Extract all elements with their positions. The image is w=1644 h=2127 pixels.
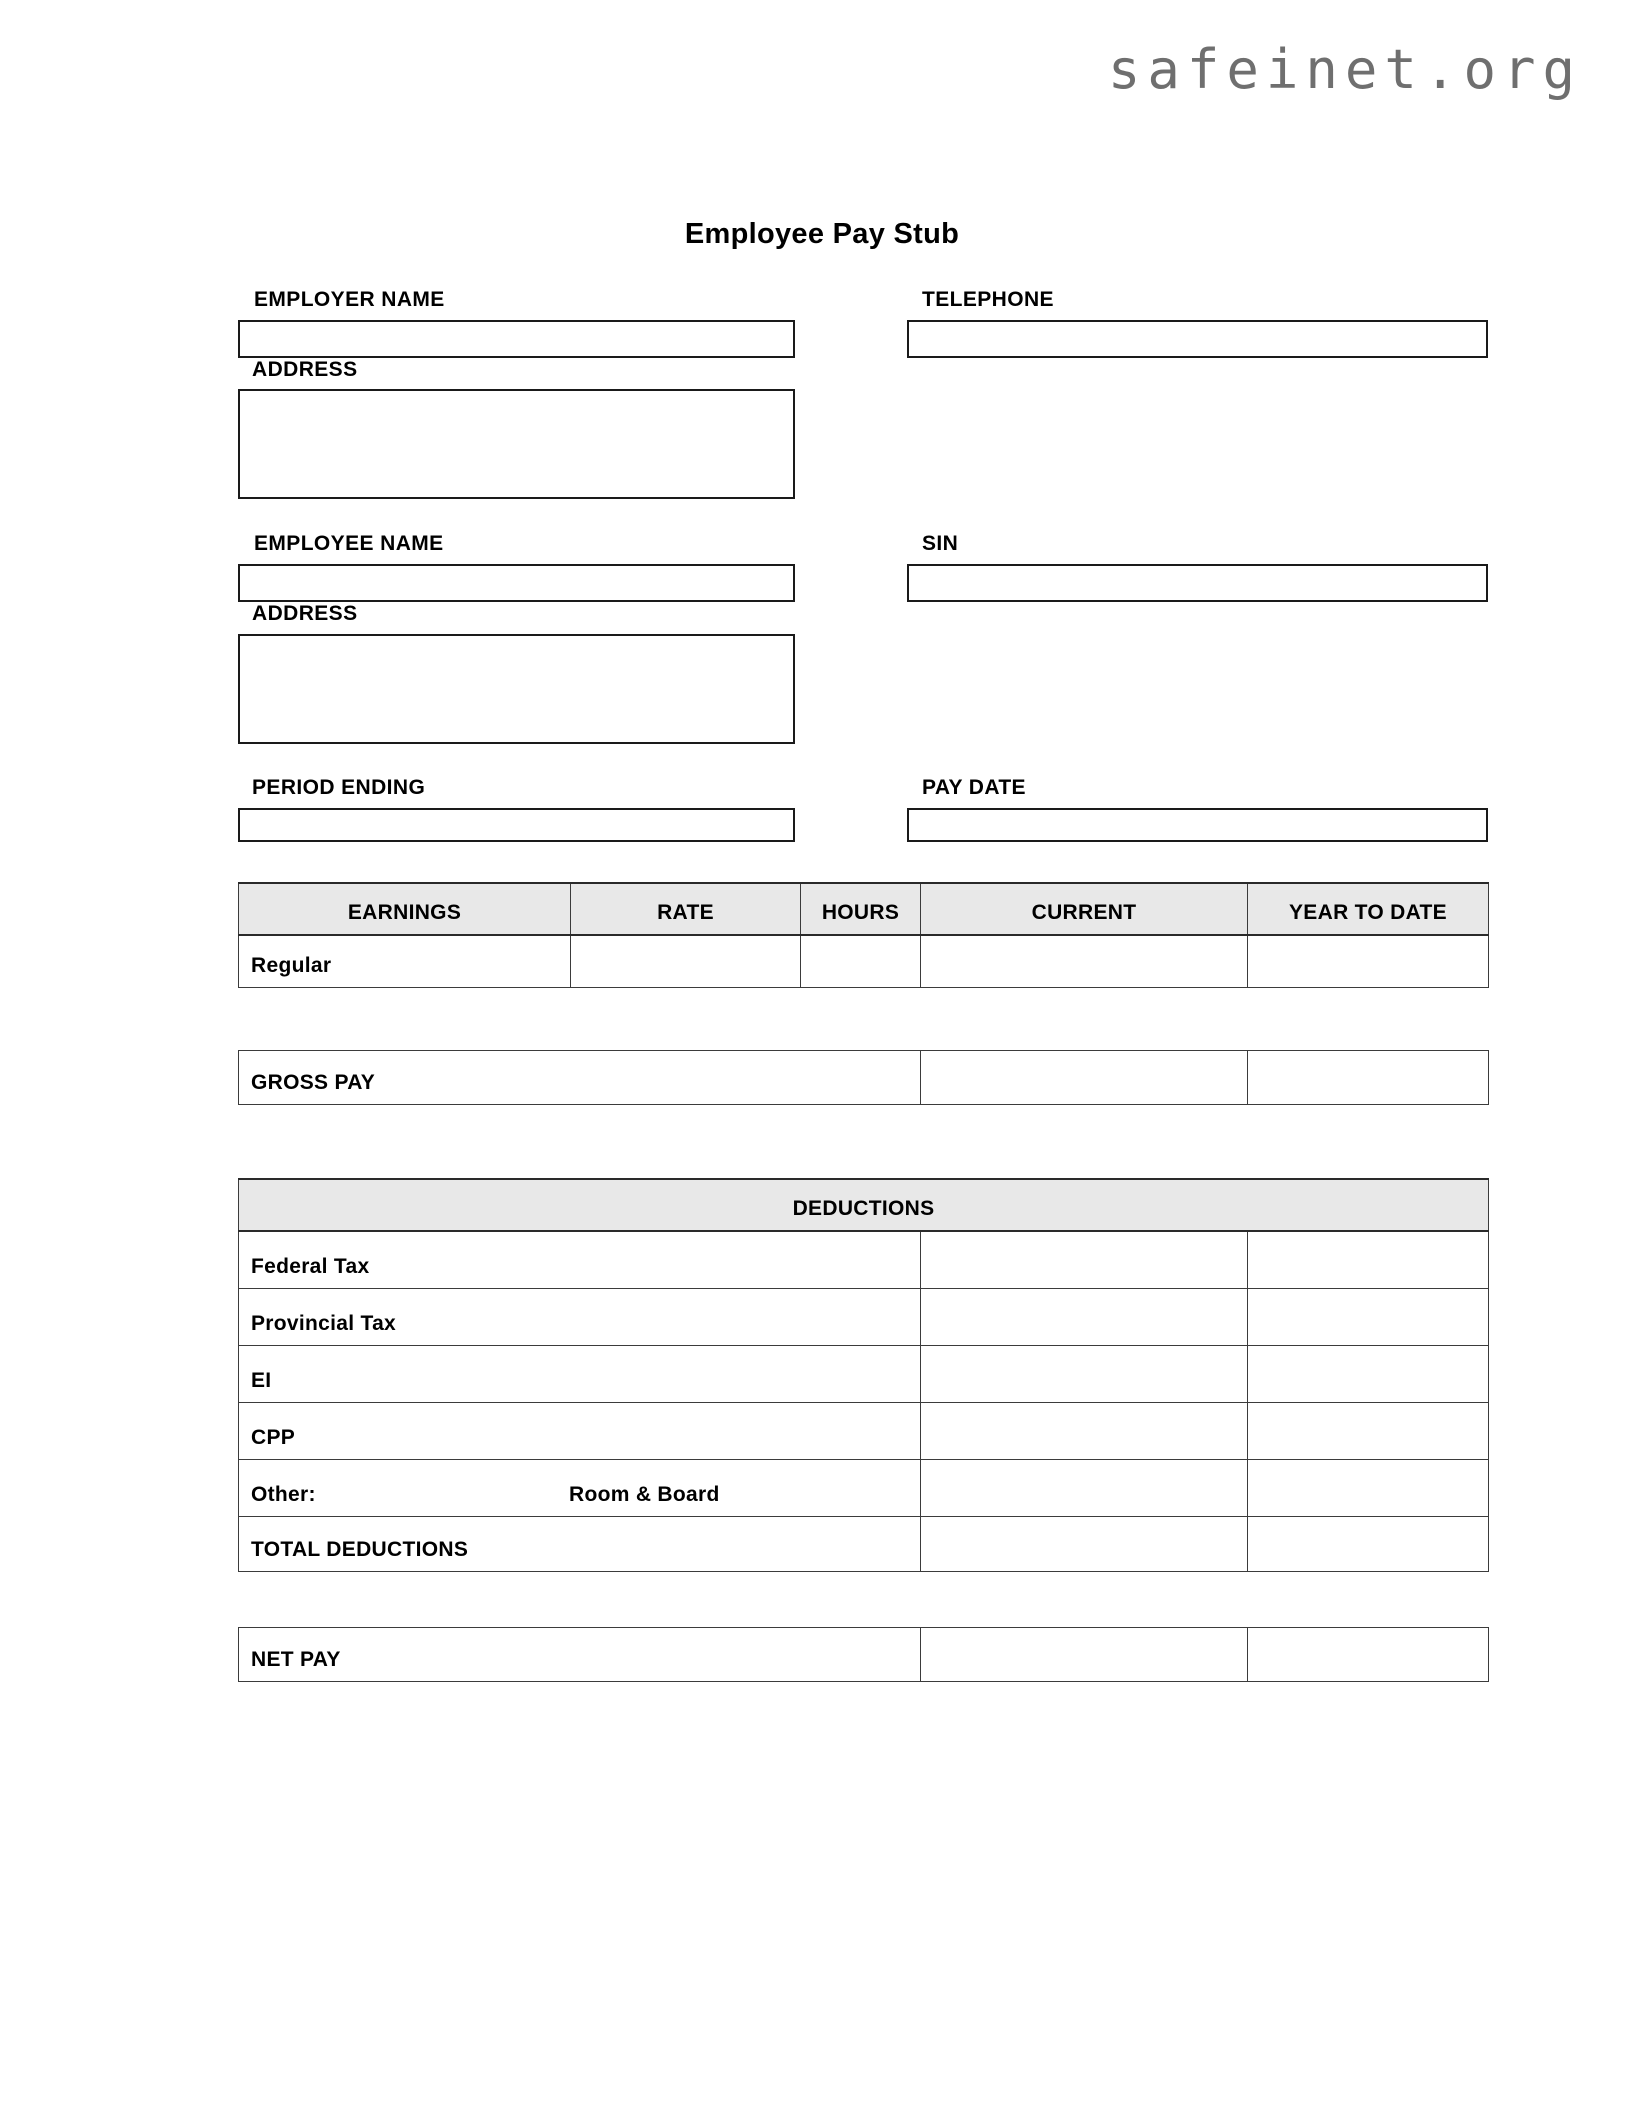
earnings-row-rate-input[interactable] [571, 935, 801, 987]
net-pay-ytd-input[interactable] [1248, 1628, 1489, 1682]
net-pay-current-input[interactable] [921, 1628, 1248, 1682]
pay-date-input[interactable] [907, 808, 1488, 842]
deduction-current-other[interactable] [921, 1459, 1248, 1516]
deduction-current-provincial-tax[interactable] [921, 1288, 1248, 1345]
employee-address-label: ADDRESS [252, 602, 358, 625]
employer-name-label: EMPLOYER NAME [254, 288, 445, 311]
total-deductions-current-input[interactable] [921, 1516, 1248, 1571]
earnings-table [238, 882, 1489, 988]
net-pay-table [238, 1627, 1489, 1682]
deduction-ytd-ei[interactable] [1248, 1345, 1489, 1402]
deduction-ytd-federal-tax[interactable] [1248, 1231, 1489, 1288]
table-row [239, 1516, 1489, 1571]
telephone-input[interactable] [907, 320, 1488, 358]
telephone-label: TELEPHONE [922, 288, 1054, 311]
earnings-header-current: CURRENT [921, 883, 1248, 935]
sin-input[interactable] [907, 564, 1488, 602]
employer-address-input[interactable] [238, 389, 795, 499]
deductions-header: DEDUCTIONS [239, 1179, 1489, 1231]
table-row [239, 1231, 1489, 1288]
earnings-header-hours: HOURS [801, 883, 921, 935]
earnings-row-current-input[interactable] [921, 935, 1248, 987]
deduction-ytd-cpp[interactable] [1248, 1402, 1489, 1459]
gross-pay-table [238, 1050, 1489, 1105]
gross-pay-current-input[interactable] [921, 1051, 1248, 1105]
page-title: Employee Pay Stub [684, 218, 960, 250]
employer-address-label: ADDRESS [252, 358, 358, 381]
deduction-current-ei[interactable] [921, 1345, 1248, 1402]
deduction-other-label: Other: [251, 1482, 316, 1506]
deduction-current-federal-tax[interactable] [921, 1231, 1248, 1288]
earnings-header-ytd: YEAR TO DATE [1248, 883, 1489, 935]
net-pay-label: NET PAY [239, 1628, 921, 1682]
employer-name-input[interactable] [238, 320, 795, 358]
table-row [239, 1459, 1489, 1516]
deduction-label-cpp: CPP [239, 1402, 921, 1459]
deduction-ytd-provincial-tax[interactable] [1248, 1288, 1489, 1345]
table-row [239, 935, 1489, 987]
employee-name-label: EMPLOYEE NAME [254, 532, 444, 555]
employee-name-input[interactable] [238, 564, 795, 602]
gross-pay-label: GROSS PAY [239, 1051, 921, 1105]
employee-address-input[interactable] [238, 634, 795, 744]
pay-date-label: PAY DATE [922, 776, 1026, 799]
earnings-header-row [239, 883, 1489, 935]
sin-label: SIN [922, 532, 959, 555]
deduction-label-federal-tax: Federal Tax [239, 1231, 921, 1288]
period-ending-label: PERIOD ENDING [252, 776, 426, 799]
deduction-ytd-other[interactable] [1248, 1459, 1489, 1516]
table-row [239, 1051, 1489, 1105]
earnings-row-ytd-input[interactable] [1248, 935, 1489, 987]
deduction-other-cell [239, 1459, 921, 1516]
earnings-row-label-regular: Regular [239, 935, 571, 987]
earnings-header-rate: RATE [571, 883, 801, 935]
period-ending-input[interactable] [238, 808, 795, 842]
table-row [239, 1628, 1489, 1682]
earnings-header-earnings: EARNINGS [239, 883, 571, 935]
gross-pay-ytd-input[interactable] [1248, 1051, 1489, 1105]
deduction-label-ei: EI [239, 1345, 921, 1402]
table-row [239, 1345, 1489, 1402]
site-watermark: safeinet.org [1107, 38, 1582, 101]
earnings-row-hours-input[interactable] [801, 935, 921, 987]
total-deductions-ytd-input[interactable] [1248, 1516, 1489, 1571]
deductions-header-row [239, 1179, 1489, 1231]
table-row [239, 1402, 1489, 1459]
deduction-other-value: Room & Board [569, 1482, 720, 1506]
table-row [239, 1288, 1489, 1345]
deduction-label-provincial-tax: Provincial Tax [239, 1288, 921, 1345]
deduction-current-cpp[interactable] [921, 1402, 1248, 1459]
total-deductions-label: TOTAL DEDUCTIONS [239, 1516, 921, 1571]
deductions-table [238, 1178, 1489, 1572]
